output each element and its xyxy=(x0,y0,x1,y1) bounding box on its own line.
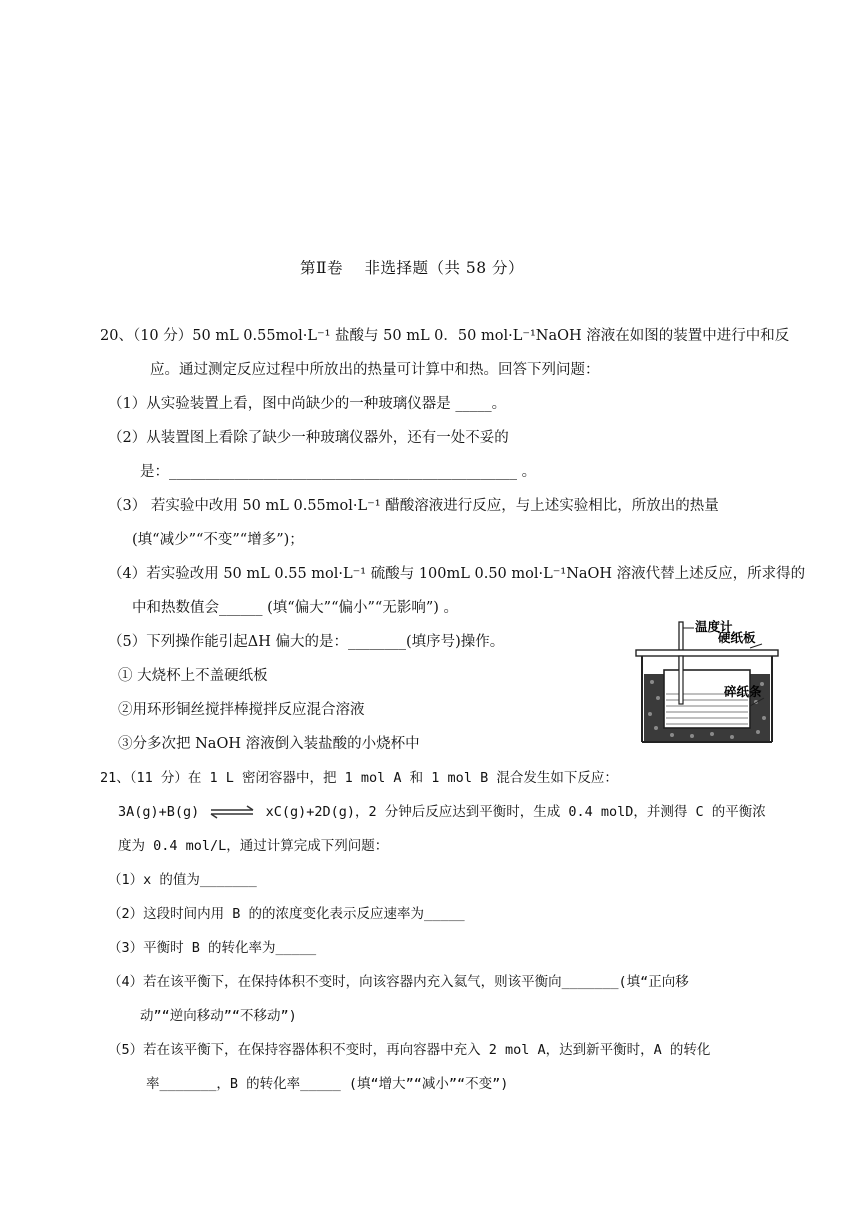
q20-sub3a: （3） 若实验中改用 50 mL 0.55mol·L⁻¹ 醋酸溶液进行反应，与上述实验相比，所放出的热量 xyxy=(108,498,719,514)
q21-line2 xyxy=(118,802,766,822)
q20-sub5: （5）下列操作能引起ΔH 偏大的是：________(填序号)操作。 xyxy=(108,634,505,650)
q20-sub2b: 是：________________________________________________ 。 xyxy=(140,464,537,480)
section-title: 第Ⅱ卷 非选择题（共 58 分） xyxy=(300,259,525,277)
q20-option-2: ②用环形铜丝搅拌棒搅拌反应混合溶液 xyxy=(118,702,365,718)
cardboard-label: 硬纸板 xyxy=(718,630,756,645)
q21-sub5b: 率_______，B 的转化率_____ (填“增大”“减小”“不变”) xyxy=(146,1076,509,1092)
thermometer-label: 温度计 xyxy=(695,619,733,634)
equilibrium-arrow-icon xyxy=(209,805,255,819)
q20-line1: 20、（10 分）50 mL 0.55mol·L⁻¹ 盐酸与 50 mL 0．50 mol·L⁻¹NaOH 溶液在如图的装置中进行中和反 xyxy=(100,328,790,344)
q21-sub3: （3）平衡时 B 的转化率为_____ xyxy=(108,940,317,956)
calorimeter-diagram xyxy=(632,618,782,748)
q20-line2: 应。通过测定反应过程中所放出的热量可计算中和热。回答下列问题： xyxy=(150,362,600,378)
q21-sub2: （2）这段时间内用 B 的的浓度变化表示反应速率为_____ xyxy=(108,906,465,922)
q21-products: xC(g)+2D(g)，2 分钟后反应达到平衡时，生成 0.4 molD，并测得 C 的平衡浓 xyxy=(265,804,766,820)
q20-sub3b: (填“减少”“不变”“增多”)； xyxy=(132,532,304,548)
q20-sub4b: 中和热数值会______ (填“偏大”“偏小”“无影响”) 。 xyxy=(132,600,459,616)
q21-sub4a: （4）若在该平衡下，在保持体积不变时，向该容器内充入氦气，则该平衡向_______(填“正向移 xyxy=(108,974,689,990)
inner-beaker xyxy=(664,670,750,728)
calorimeter-figure xyxy=(632,618,782,748)
q21-sub5a: （5）若在该平衡下，在保持容器体积不变时，再向容器中充入 2 mol A，达到新平衡时，A 的转化 xyxy=(108,1042,711,1058)
q20-option-1: ① 大烧杯上不盖硬纸板 xyxy=(118,668,268,684)
q20-sub2a: （2）从装置图上看除了缺少一种玻璃仪器外，还有一处不妥的 xyxy=(108,430,509,446)
cardboard-lid xyxy=(636,650,778,656)
q20-sub1: （1）从实验装置上看，图中尚缺少的一种玻璃仪器是 _____。 xyxy=(108,396,507,412)
paper-strips-label: 碎纸条 xyxy=(724,684,762,699)
q20-option-3: ③分多次把 NaOH 溶液倒入装盐酸的小烧杯中 xyxy=(118,736,420,752)
q21-line3: 度为 0.4 mol/L，通过计算完成下列问题： xyxy=(118,838,389,854)
q21-reactants: 3A(g)+B(g) xyxy=(118,804,200,820)
q21-sub4b: 动”“逆向移动”“不移动”) xyxy=(140,1008,297,1024)
q20-sub4a: （4）若实验改用 50 mL 0.55 mol·L⁻¹ 硫酸与 100mL 0.50 mol·L⁻¹NaOH 溶液代替上述反应，所求得的 xyxy=(108,566,806,582)
q21-sub1: （1）x 的值为_______ xyxy=(108,872,257,888)
q21-line1: 21、（11 分）在 1 L 密闭容器中，把 1 mol A 和 1 mol B 混合发生如下反应： xyxy=(100,770,618,786)
